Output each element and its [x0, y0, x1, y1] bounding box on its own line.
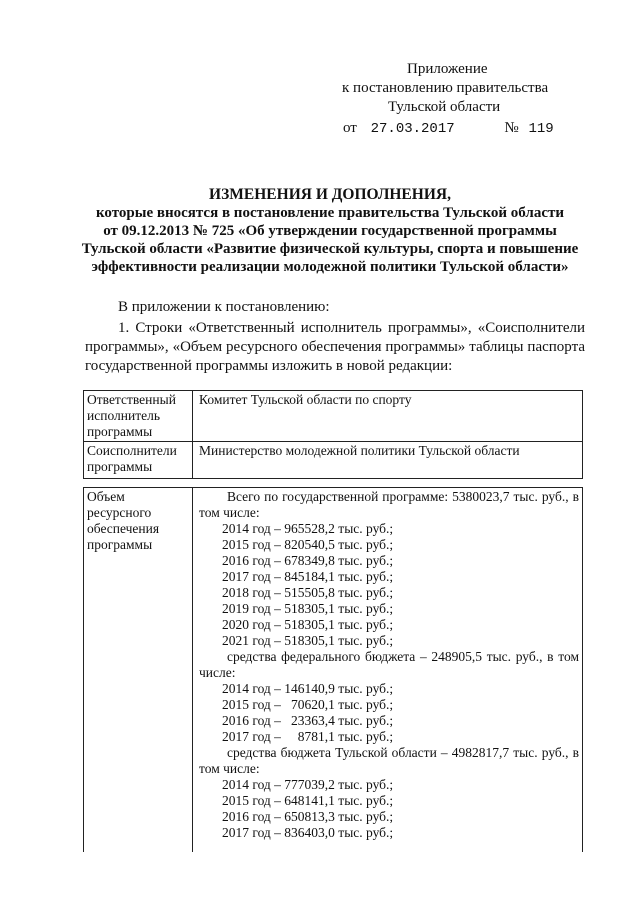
- funding-regional-2017: 2017 год – 836403,0 тыс. руб.;: [222, 825, 394, 840]
- row-label-funding: Объем ресурсного обеспечения программы: [84, 488, 193, 853]
- funding-federal-2015: 2015 год – 70620,1 тыс. руб.;: [222, 697, 394, 712]
- title-line-5: эффективности реализации молодежной политики Тульской области»: [91, 259, 569, 275]
- funding-federal-2014: 2014 год – 146140,9 тыс. руб.;: [222, 681, 394, 696]
- funding-total-2016: 2016 год – 678349,8 тыс. руб.;: [222, 553, 394, 568]
- appendix-title: Приложение: [407, 61, 488, 77]
- funding-regional-2014: 2014 год – 777039,2 тыс. руб.;: [222, 777, 394, 792]
- resolution-number: 119: [528, 121, 554, 137]
- funding-total-2014: 2014 год – 965528,2 тыс. руб.;: [222, 521, 394, 536]
- resolution-date: 27.03.2017: [370, 121, 455, 137]
- title-line-1: ИЗМЕНЕНИЯ И ДОПОЛНЕНИЯ,: [209, 186, 451, 203]
- intro-paragraph-1: В приложении к постановлению:: [118, 299, 330, 315]
- funding-total-2015: 2015 год – 820540,5 тыс. руб.;: [222, 537, 394, 552]
- funding-total-2020: 2020 год – 518305,1 тыс. руб.;: [222, 617, 394, 632]
- funding-federal: средства федерального бюджета – 248905,5 тыс. руб., в том числе:: [199, 649, 579, 680]
- title-line-2: которые вносятся в постановление правительства Тульской области: [95, 205, 565, 221]
- table-row: [84, 442, 583, 479]
- funding-federal-2017: 2017 год – 8781,1 тыс. руб.;: [222, 729, 394, 744]
- intro-text: [85, 298, 585, 376]
- appendix-line-region: Тульской области: [388, 99, 501, 115]
- document-title: [80, 186, 580, 276]
- funding-regional-2016: 2016 год – 650813,3 тыс. руб.;: [222, 809, 394, 824]
- row-label-coexecutors: Соисполнители программы: [84, 442, 193, 479]
- funding-total-2017: 2017 год – 845184,1 тыс. руб.;: [222, 569, 394, 584]
- funding-federal-2016: 2016 год – 23363,4 тыс. руб.;: [222, 713, 394, 728]
- from-label: от: [343, 120, 357, 136]
- title-line-3: от 09.12.2013 № 725 «Об утверждении государственной программы: [103, 223, 557, 239]
- row-value-funding: [193, 488, 583, 853]
- row-value-responsible: Комитет Тульской области по спорту: [193, 391, 583, 442]
- funding-regional: средства бюджета Тульской области – 4982817,7 тыс. руб., в том числе:: [199, 745, 579, 776]
- funding-total-2018: 2018 год – 515505,8 тыс. руб.;: [222, 585, 394, 600]
- table-row: [84, 391, 583, 442]
- passport-table-funding: [83, 487, 583, 852]
- intro-paragraph-2: 1. Строки «Ответственный исполнитель программы», «Соисполнители программы», «Объем ресурсного обеспечения программы» таблицы паспорта государственной программы изложить в новой редакции:: [85, 320, 585, 374]
- funding-total-2021: 2021 год – 518305,1 тыс. руб.;: [222, 633, 394, 648]
- funding-total-2019: 2019 год – 518305,1 тыс. руб.;: [222, 601, 394, 616]
- funding-regional-2015: 2015 год – 648141,1 тыс. руб.;: [222, 793, 394, 808]
- appendix-line-resolution: к постановлению правительства: [342, 80, 549, 96]
- passport-table: [83, 390, 583, 479]
- funding-total: Всего по государственной программе: 5380023,7 тыс. руб., в том числе:: [199, 489, 579, 520]
- title-line-4: Тульской области «Развитие физической культуры, спорта и повышение: [81, 241, 579, 257]
- row-label-responsible: Ответственный исполнитель программы: [84, 391, 193, 442]
- number-sign: №: [504, 120, 519, 136]
- appendix-header: [330, 60, 570, 139]
- row-value-coexecutors: Министерство молодежной политики Тульской области: [193, 442, 583, 479]
- appendix-date-number: [330, 119, 570, 139]
- table-row: [84, 488, 583, 853]
